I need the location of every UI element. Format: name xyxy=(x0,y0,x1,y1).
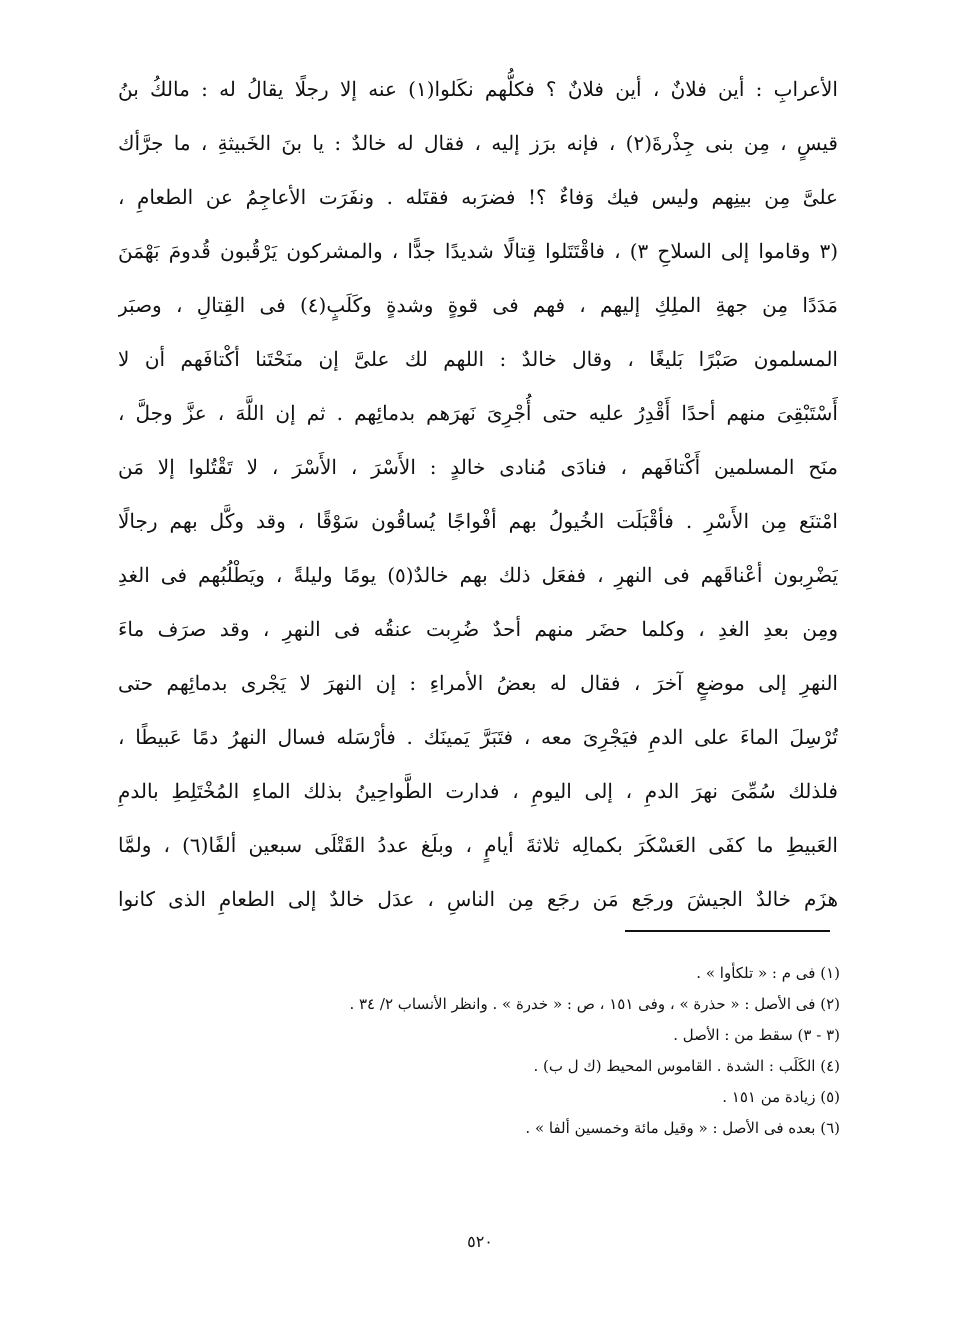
footnote: (٢) فى الأصل : « حذرة » ، وفى ١٥١ ، ص : « خدرة » . وانظر الأنساب ٢/ ٣٤ . xyxy=(349,995,840,1013)
text-line: منَح المسلمين أَكْتافَهم ، فنادَى مُنادى خالدٍ : الأَسْرَ ، الأَسْرَ ، لا تَقْتُلوا إلا مَن xyxy=(118,455,838,479)
text-line: المسلمون صَبْرًا بَليغًا ، وقال خالدٌ : اللهم لك علىَّ إن منَحْتَنا أكْتافَهم أن لا xyxy=(118,347,838,371)
text-line: (٣ وقاموا إلى السلاحِ ٣) ، فاقْتَتَلوا قِتالًا شديدًا جدًّا ، والمشركون يَرْقُبون قُدومَ بَهْمَنَ xyxy=(118,239,838,263)
footnote: (٤) الكَلَب : الشدة . القاموس المحيط (ك ل ب) . xyxy=(533,1057,840,1075)
text-line: علىَّ مِن بينِهم وليس فيك وَفاءٌ ؟! فضرَبه فقتَله . ونفَرَت الأعاجِمُ عن الطعامِ ، xyxy=(118,185,838,209)
text-line: قيسٍ ، مِن بنى جِذْرةَ(٢) ، فإنه برَز إليه ، فقال له خالدٌ : يا بنَ الخَبيثةِ ، ما جرَّأك xyxy=(118,131,838,155)
text-line: العَبيطِ ما كفَى العَسْكَرَ بكمالِه ثلاثةَ أيامٍ ، وبلَغ عددُ القَتْلَى سبعين ألفًا(٦) ، ولمَّا xyxy=(118,833,838,857)
footnote: (٥) زيادة من ١٥١ . xyxy=(722,1088,840,1106)
main-text-block xyxy=(118,62,838,926)
footnote: (٦) بعده فى الأصل : « وقيل مائة وخمسين ألفا » . xyxy=(525,1119,840,1137)
text-line: أَسْتَبْقِىَ منهم أحدًا أَقْدِرُ عليه حتى أُجْرِىَ نَهرَهم بدمائِهم . ثم إن اللَّهَ ، عزَّ وجلَّ ، xyxy=(118,401,838,425)
text-line: هزَم خالدٌ الجيشَ ورجَع مَن رجَع مِن الناسِ ، عدَل خالدٌ إلى الطعامِ الذى كانوا xyxy=(118,887,838,911)
text-line: تُرْسِلَ الماءَ على الدمِ فيَجْرِىَ معه ، فتَبَرَّ يَمينَك . فأرْسَله فسال النهرُ دمًا عَبيطًا ، xyxy=(118,725,838,749)
page-number: ٥٢٠ xyxy=(467,1232,493,1251)
text-line: النهرِ إلى موضعٍ آخرَ ، فقال له بعضُ الأمراءِ : إن النهرَ لا يَجْرى بدمائِهم حتى xyxy=(118,671,838,695)
footnote: (٣ - ٣) سقط من : الأصل . xyxy=(673,1026,840,1044)
text-line: مَدَدًا مِن جهةِ الملِكِ إليهم ، فهم فى قوةٍ وشدةٍ وكَلَبٍ(٤) فى القِتالِ ، وصبَر xyxy=(118,293,838,317)
text-line: ومِن بعدِ الغدِ ، وكلما حضَر منهم أحدٌ ضُرِبت عنقُه فى النهرِ ، وقد صرَف ماءَ xyxy=(118,617,838,641)
footnotes-block xyxy=(240,958,840,1144)
text-line: يَضْرِبون أعْناقَهم فى النهرِ ، ففعَل ذلك بهم خالدٌ(٥) يومًا وليلةً ، ويَطْلُبُهم فى الغدِ xyxy=(118,563,838,587)
text-line: الأعرابِ : أين فلانٌ ، أين فلانٌ ؟ فكلُّهم نكَلوا(١) عنه إلا رجلًا يقالُ له : مالكُ بنُ xyxy=(118,77,838,101)
footnote: (١) فى م : « تلكأوا » . xyxy=(696,964,840,982)
text-line: امْتنَع مِن الأَسْرِ . فأقْبَلَت الخُيولُ بهم أفْواجًا يُساقُون سَوْقًا ، وقد وكَّل بهم رجالًا xyxy=(118,509,838,533)
footnote-separator xyxy=(625,930,830,932)
text-line: فلذلك سُمِّىَ نهرَ الدمِ ، إلى اليومِ ، فدارت الطَّواحِينُ بذلك الماءِ المُخْتَلِطِ بالدمِ xyxy=(118,779,838,803)
